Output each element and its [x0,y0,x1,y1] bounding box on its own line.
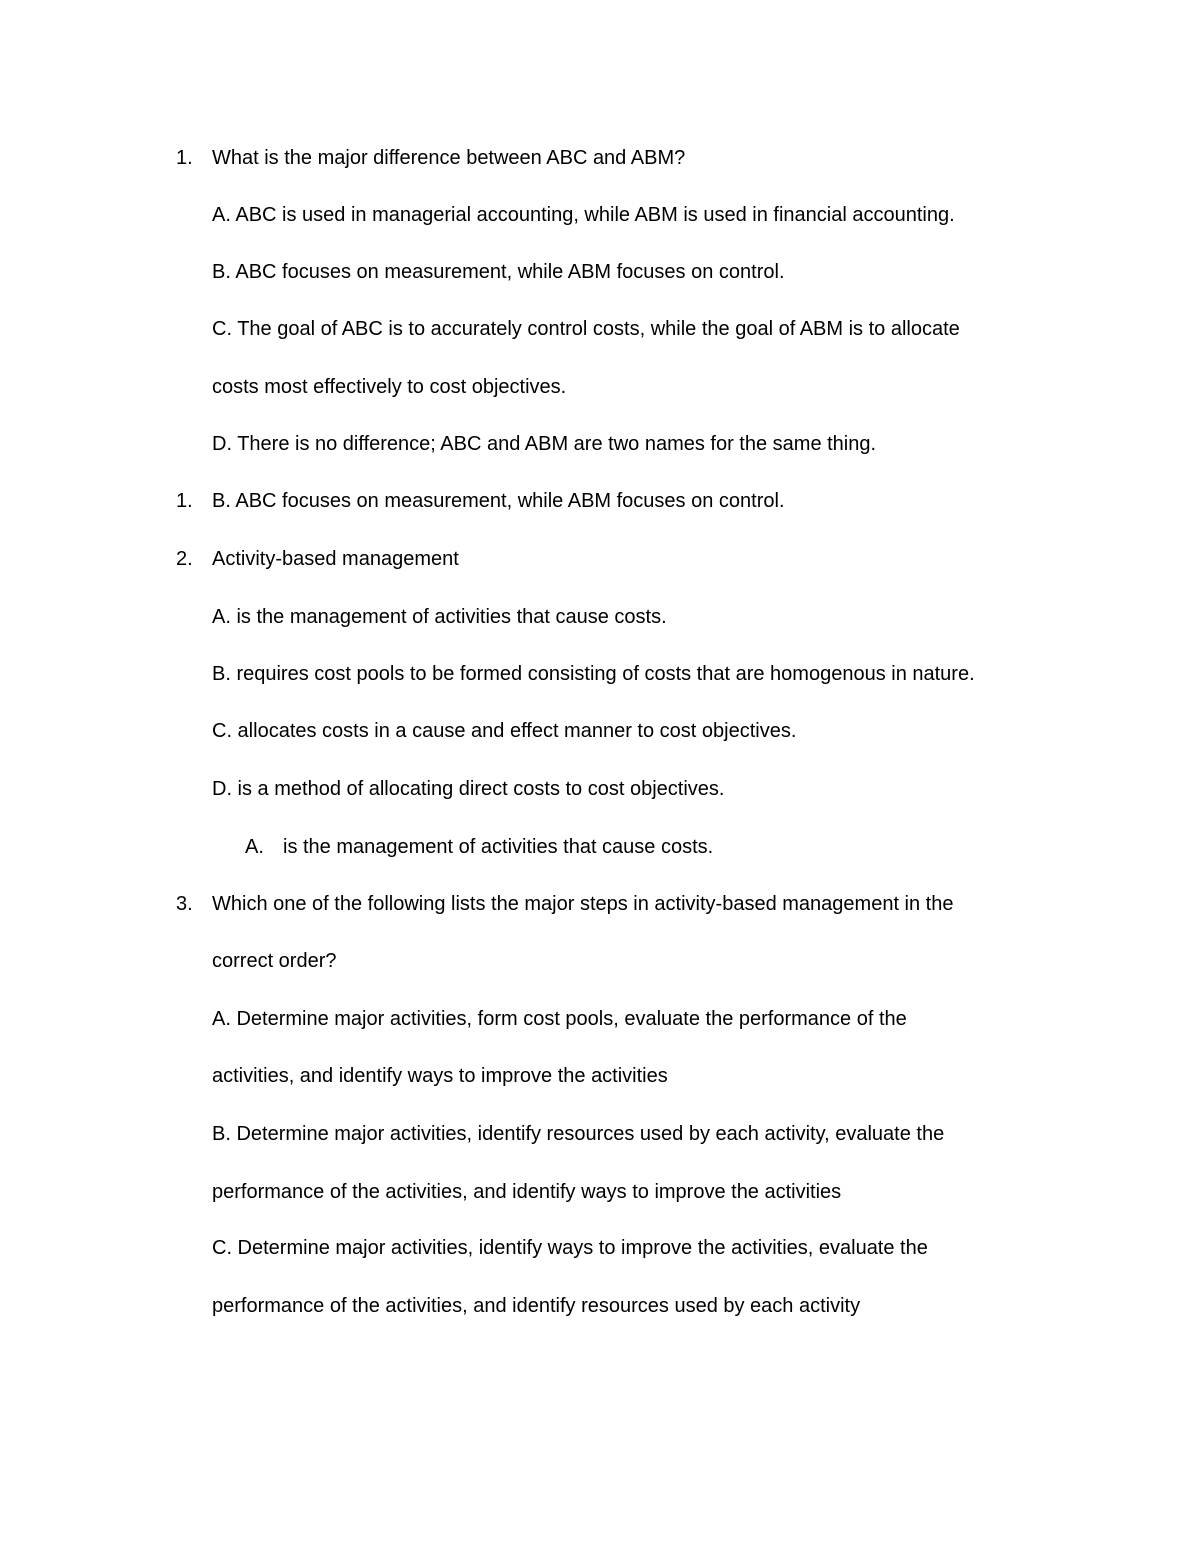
q2-number: 2. [176,548,193,570]
q1-option-a: A. ABC is used in managerial accounting, while ABM is used in financial accounting. [212,204,955,226]
q1-answer: B. ABC focuses on measurement, while ABM focuses on control. [212,490,785,512]
q1-option-d: D. There is no difference; ABC and ABM are two names for the same thing. [212,433,877,455]
q1-number: 1. [176,147,193,169]
q1-option-c-line1: C. The goal of ABC is to accurately control costs, while the goal of ABM is to allocate [212,318,960,340]
q3-option-a-line2: activities, and identify ways to improve the activities [212,1065,668,1087]
q2-option-a: A. is the management of activities that cause costs. [212,606,667,628]
q2-question: Activity-based management [212,548,459,570]
q3-question-line2: correct order? [212,950,337,972]
q3-number: 3. [176,893,193,915]
q3-question-line1: Which one of the following lists the major steps in activity-based management in the [212,893,954,915]
q3-option-c-line2: performance of the activities, and identify resources used by each activity [212,1295,861,1317]
q1-option-b: B. ABC focuses on measurement, while ABM focuses on control. [212,261,785,283]
q1-question: What is the major difference between ABC and ABM? [212,147,686,169]
q1-answer-number: 1. [176,490,193,512]
q2-answer: is the management of activities that cause costs. [283,836,714,858]
q2-answer-letter: A. [245,836,264,858]
q1-option-c-line2: costs most effectively to cost objectives. [212,376,567,398]
q2-option-b: B. requires cost pools to be formed consisting of costs that are homogenous in nature. [212,663,975,685]
q3-option-b-line1: B. Determine major activities, identify resources used by each activity, evaluate the [212,1123,945,1145]
q3-option-c-line1: C. Determine major activities, identify ways to improve the activities, evaluate the [212,1237,928,1259]
q3-option-a-line1: A. Determine major activities, form cost pools, evaluate the performance of the [212,1008,907,1030]
q3-option-b-line2: performance of the activities, and identify ways to improve the activities [212,1181,842,1203]
q2-option-c: C. allocates costs in a cause and effect manner to cost objectives. [212,720,797,742]
q2-option-d: D. is a method of allocating direct costs to cost objectives. [212,778,725,800]
